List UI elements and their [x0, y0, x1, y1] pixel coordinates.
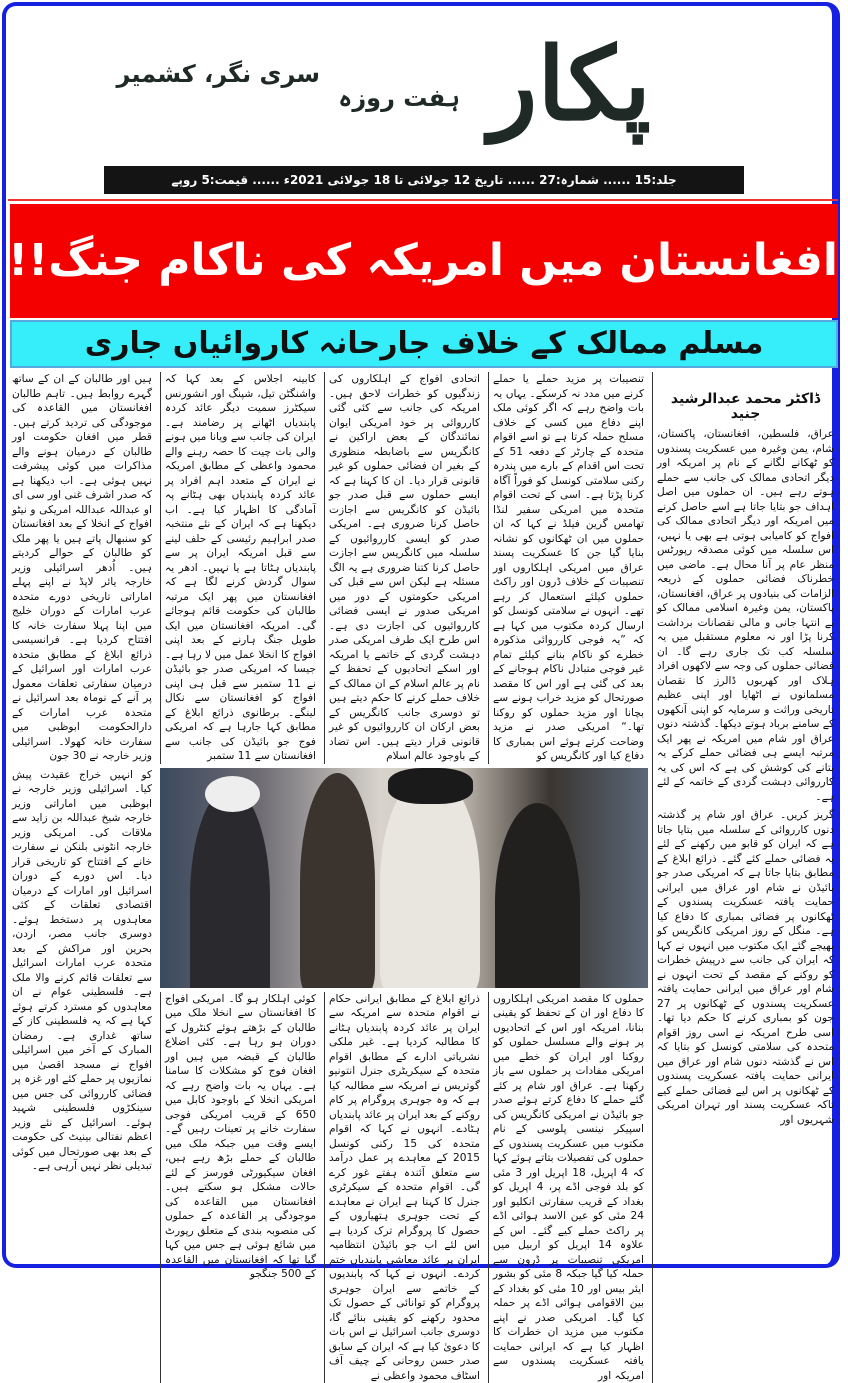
column-text: اتحادی افواج کے اہلکاروں کی زندگیوں کو خطرات لاحق ہیں۔ امریکہ کی جانب سے کئی گئی کارروائی پر خود امریکی ایوان نمائندگان کے بعض اراکین نے کانگریس سے باضابطہ منظوری کے بغیر ان فضائی حملوں کو غیر قانونی قرار دیا۔ ان کا کہنا ہے کہ ایسے حملوں سے قبل صدر جو بائیڈن کو کانگریس سے اجازت حاصل کرنا ضروری ہے۔ امریکی صدر کو ایسی کارروائیوں کے سلسلہ میں کانگریس سے اجازت حاصل کرنا کتنا ضروری ہے یہ الگ مسئلہ ہے لیکن اس سے قبل کی امریکی حکومتوں کے دور میں امریکی صدور نے ایسی فضائی کارروائیوں کی اجازت دی ہے۔ اس طرح ایک طرف امریکی صدر دہشت گردی کے خاتمے یا امریکہ اور اسکے اتحادیوں کے تحفظ کے نام پر عالم اسلام کے ان ممالک کے خلاف حملے کرنے کا حکم دیتے ہیں تو دوسری جانب کانگریس کے بعض ارکان ان کارروائیوں کو غیر قانونی قرار دیتے ہیں۔ اس تضاد کے باوجود عالم اسلام: [329, 372, 480, 764]
column-text: کوئی اہلکار ہو گا۔ امریکی افواج کا افغانستان سے انخلا ملک میں طالبان کے بڑھتے ہوئے کنٹرول کے دوران ہو رہا ہے۔ کئی اضلاع طالبان کے قبضہ میں ہیں اور افغان فوج کو مشکلات کا سامنا ہے۔ یہاں یہ بات واضح رہے کہ امریکی انخلا کے باوجود کابل میں 650 کے قریب امریکی فوجی سفارت خانے پر تعینات رہیں گے۔ ایسے وقت میں جبکہ ملک میں طالبان کے حملے بڑھ رہے ہیں، افغان سیکیورٹی فورسز کے لئے حالات مشکل ہو سکتے ہیں۔ افغانستان میں القاعدہ کی موجودگی پر القاعدہ کے حملوں کی منصوبہ بندی کے متعلق رپورٹ میں شائع ہوئی ہے جس میں کہا گیا تھا کہ افغانستان میں القاعدہ کے 500 جنگجو: [165, 992, 316, 1282]
article-column-4: [160, 372, 320, 764]
masthead-city: سری نگر، کشمیر: [120, 60, 320, 88]
photo-figure: [380, 773, 480, 988]
masthead-logo: پکار: [470, 14, 670, 154]
masthead-weekly-label: ہفت روزہ: [350, 84, 460, 112]
photo-figure: [300, 773, 375, 988]
news-photo-taliban-delegation: [160, 768, 648, 988]
column-text: کو انہیں خراج عقیدت پیش کیا۔ اسرائیلی وزیر خارجہ نے ابوظبی میں اماراتی وزیر خارجہ شیخ عبداللہ بن زاید سے ملاقات کی۔ امریکی وزیر خارجہ انٹونی بلنکن نے سفارت خانے کے افتتاح کو تاریخی قرار دیا۔ اس دورے کے دوران اسرائیل اور امارات کے درمیان اقتصادی تعلقات کے کئی معاہدوں پر دستخط ہوئے۔ دوسری جانب مصر، اردن، بحرین اور مراکش کے بعد متحدہ عرب امارات اسرائیل سے تعلقات قائم کرنے والا ملک ہے۔ فلسطینی عوام نے ان معاہدوں کو مسترد کرتے ہوئے کہا ہے کہ یہ فلسطینی کاز کے ساتھ غداری ہے۔ رمضان المبارک کے آخر میں اسرائیلی افواج نے مسجد اقصیٰ میں نمازیوں پر حملے کئے اور غزہ پر فضائی کارروائی کی جس میں سینکڑوں فلسطینی شہید ہوئے۔ اسرائیل کے نئے وزیر اعظم نفتالی بینیٹ کی حکومت کے بعد بھی صورتحال میں کوئی تبدیلی نظر نہیں آرہی ہے۔: [12, 768, 152, 1174]
issue-info-bar: جلد:15 ...... شمارہ:27 ...... تاریخ 12 جولائی تا 18 جولائی 2021ء ...... قیمت:5 روپے: [104, 166, 744, 194]
article-column-3: [324, 372, 484, 764]
author-byline: ڈاکٹر محمد عبدالرشید جنید: [657, 392, 834, 421]
column-text: حملوں کا مقصد امریکی اہلکاروں کا دفاع اور ان کے تحفظ کو یقینی بنانا، امریکہ اور اس کے اتحادیوں پر ہونے والے مسلسل حملوں کو روکنا اور ایران کو خطے میں امریکی مفادات پر حملوں سے باز رکھنا ہے۔ عراق اور شام پر کئے گئے حملے کا دفاع کرتے ہوئے صدر جو بائیڈن نے امریکی کانگریس کی اسپیکر نینسی پلوسی کے نام مکتوب میں عسکریت پسندوں کے حملوں کی تفصیلات بتاتے ہوئے کہا کہ 4 اپریل، 18 اپریل اور 3 مئی کو بلد فوجی اڈے پر، 4 اپریل کو بغداد کے قریب سفارتی انکلیو اور 24 مئی کو عین الاسد ہوائی اڈے پر راکٹ حملے کیے گئے۔ اس کے علاوہ 14 اپریل کو اربیل میں امریکی تنصیبات پر ڈرون سے حملہ کیا گیا جبکہ 8 مئی کو بشور ایئر بیس اور 10 مئی کو بغداد کے بین الاقوامی ہوائی اڈے پر حملہ کیا گیا۔ امریکی صدر نے اپنے مکتوب میں مزید ان خطرات کا اظہار کیا ہے کہ ایرانی حمایت یافتہ عسکریت پسندوں سے امریکہ اور: [493, 992, 644, 1383]
column-text: عراق، فلسطین، افغانستان، پاکستان، شام، یمن وغیرہ میں عسکریت پسندوں کو ٹھکانے لگانے کے نام پر امریکہ اور دیگر اتحادی ممالک کی جانب سے حملے ہوتے رہے ہیں۔ ان حملوں میں اصل اہداف جو بتایا جاتا ہے اسے حاصل کرنے میں امریکہ اور دیگر اتحادی ممالک کی افواج کو کامیابی ہوتی ہے بھی یا نہیں، اس سلسلہ میں کوئی مصدقہ رپورٹس منظر عام پر آنا محال ہے۔ ماضی میں خطرناک فضائی حملوں کے ذریعہ الزامات کی بنیادوں پر عراق، افغانستان، پاکستان، یمن وغیرہ اسلامی ممالک کو بے انتہا جانی و مالی نقصانات برداشت کرنا پڑا اور نہ معلوم مستقبل میں یہ سلسلہ کب تک جاری رہے گا۔ ان فضائی حملوں کی وجہ سے لاکھوں افراد ہلاک اور کھربوں ڈالرز کا نقصان مسلمانوں نے اٹھایا اور اپنی عظیم تاریخی وراثت و سرمایہ کو اپنی آنکھوں کے سامنے برباد ہوتے دیکھا۔ گذشتہ دنوں عراق اور شام میں امریکہ نے پھر ایک مرتبہ ایسے ہی فضائی حملے کرکے یہ بتانے کی کوشش کی ہے کہ اس کی یہ کارروائی دہشت گردی کے خاتمہ کے لئے ہے۔: [657, 427, 834, 804]
article-column-1: [652, 372, 838, 1383]
photo-figure: [495, 803, 580, 988]
article-column-2-cont: [488, 992, 648, 1383]
column-text: ہیں اور طالبان کے ان کے ساتھ گہرے روابط ہیں۔ تاہم طالبان افغانستان میں القاعدہ کی موجودگی کی تردید کرتے ہیں۔ قطر میں افغان حکومت اور طالبان کے درمیان ہونے والے مذاکرات میں کوئی پیشرفت نہیں ہوئی ہے۔ اب دیکھنا ہے کہ صدر اشرف غنی اور سی ای او عبداللہ عبداللہ امریکی و نیٹو افواج کے انخلا کے بعد افغانستان کو سنبھال پاتے ہیں یا پھر ملک کو طالبان کے حوالے کردیتے ہیں۔ اُدھر اسرائیلی وزیر خارجہ یائر لاپڈ نے اپنے پہلے اماراتی تاریخی دورے متحدہ عرب امارات کے دوران خلیج میں اپنا پہلا سفارت خانہ کا افتتاح کردیا ہے۔ فرانسیسی ذرائع ابلاغ کے مطابق متحدہ عرب امارات اور اسرائیل کے درمیان سفارتی تعلقات معمول پر آنے کے نوماہ بعد اسرائیل نے متحدہ عرب امارات کے دارالحکومت ابوظبی میں سفارت خانہ کھولا۔ اسرائیلی وزیر خارجہ نے 30 جون: [12, 372, 152, 764]
column-text: تنصیبات پر مزید حملے یا حملے کرنے میں مدد نہ کرسکے۔ یہاں یہ بات واضح رہے کہ اگر کوئی ملک اپنے دفاع میں کسی کے خلاف مسلح حملہ کرتا ہے تو اسے اقوام متحدہ کے چارٹر کے دفعہ 51 کے تحت اس اقدام کے بارے میں پندرہ رکنی سلامتی کونسل کو فوراً آگاہ کرنا پڑتا ہے۔ اسی کے تحت اقوام متحدہ میں امریکی سفیر لنڈا تھامس گرین فیلڈ نے کہا کہ ان حملوں میں ان ٹھکانوں کو نشانہ بنایا گیا جن کا عسکریت پسند عراق میں امریکی اہلکاروں اور تنصیبات کے خلاف ڈرون اور راکٹ حملوں کیلئے استعمال کر رہے تھے۔ انہوں نے سلامتی کونسل کو ارسال کردہ مکتوب میں کہا ہے کہ ”یہ فوجی کارروائی مذکورہ خطرے کو ناکام بنانے کیلئے تمام غیر فوجی متبادل ناکام ہوجانے کے بعد کی گئی ہے اور اس کا مقصد صورتحال کو مزید خراب ہونے سے بچانا اور مزید حملوں کو روکنا تھا۔“ امریکی صدر نے مزید وضاحت کرتے ہوئے اس بمباری کا دفاع کیا اور کانگریس کو: [493, 372, 644, 764]
column-text: کابینہ اجلاس کے بعد کہا کہ واشنگٹن تیل، شپنگ اور انشورنس سیکٹرز سمیت دیگر عائد کردہ پابندیاں اٹھانے پر رضامند ہے۔ ایران کی جانب سے ویانا میں ہونے والی بات چیت کا حصہ رہنے والے محمود واعظی کے مطابق امریکہ نے ایران کے متعدد اہم افراد پر عائد کردہ پابندیاں بھی ہٹانے پہ آمادگی کا اظہار کیا ہے۔ اب دیکھنا ہے کہ ایران کے نئے منتخبہ صدر ابراہیم رئیسی کے حلف لینے سے قبل امریکہ ایران پر سے پابندیاں ہٹاتا ہے یا نہیں۔ ادھر یہ سوال گردش کرنے لگا ہے کہ افغانستان میں پھر ایک مرتبہ طالبان کی حکومت قائم ہوجائے گی۔ امریکہ افغانستان میں ایک طویل جنگ ہارنے کے بعد اپنی افواج کا انخلا عمل میں لا رہا ہے۔ جیسا کہ امریکی صدر جو بائیڈن نے 11 ستمبر سے قبل ہی اپنی افواج کو افغانستان سے نکال لینگے۔ برطانوی ذرائع ابلاغ کے مطابق کہا جارہا ہے کہ امریکی فوج جو بائیڈن کی جانب سے افغانستان سے 11 ستمبر: [165, 372, 316, 764]
article-column-3-cont: [324, 992, 484, 1383]
photo-figure: [190, 788, 270, 988]
photo-turban: [205, 776, 260, 812]
column-text: گریز کریں۔ عراق اور شام پر گذشتہ دنوں کارروائی کے سلسلہ میں بتایا جاتا ہے کہ ایران کو قابو میں رکھنے کے لئے یہ فضائی حملے کئے گئے۔ ذرائع ابلاغ کے مطابق بتایا جاتا ہے کہ امریکی صدر جو بائیڈن نے شام اور عراق میں ایرانی حمایت یافتہ عسکریت پسندوں کے ٹھکانوں پر فضائی بمباری کا دفاع کیا ہے۔ منگل کے روز امریکی کانگریس کو بھیجے گئے ایک مکتوب میں انہوں نے کہا کہ ایران کی جانب سے درپیش خطرات کو روکنے کے مقصد کے تحت انہوں نے شام اور عراق میں ایرانی حمایت یافتہ عسکریت پسندوں کے ٹھکانوں پر 27 جون کو بمباری کرنے کا حکم دیا تھا۔ اسی طرح امریکہ نے اسی روز اقوام متحدہ کی سلامتی کونسل کو بتایا کہ اس نے گذشتہ دنوں شام اور عراق میں ایرانی حمایت یافتہ عسکریت پسندوں کے ٹھکانوں پر اس لیے فضائی حملے کیے تاکہ عسکریت پسند اور تہران امریکی شہریوں اور: [657, 808, 834, 1127]
article-column-4-cont: [160, 992, 320, 1383]
column-text: ذرائع ابلاغ کے مطابق ایرانی حکام نے اقوام متحدہ سے امریکہ سے ایران پر عائد کردہ پابندیاں ہٹانے کا مطالبہ کردیا ہے۔ غیر ملکی نشریاتی ادارے کے مطابق اقوام متحدہ کے سیکریٹری جنرل انتونیو گوتریس نے امریکہ سے مطالبہ کیا ہے کہ وہ جوہری پروگرام پر کام روکنے کے بعد ایران پر عائد پابندیاں ہٹادے۔ انہوں نے کہا کہ اقوام متحدہ کی 15 رکنی کونسل 2015 کے معاہدے پر عمل درآمد سے متعلق آئندہ ہفتے غور کرے گی۔ اقوام متحدہ کے سیکرٹری جنرل کا کہنا ہے ایران نے معاہدے کے تحت جوہری ہتھیاروں کے حصول کا پروگرام ترک کردیا ہے اس لئے اب جو بائیڈن انتظامیہ ایران پر عائد معاشی پابندیاں ختم کردے۔ انہوں نے کہا کہ پابندیوں کے خاتمے سے ایران جوہری پروگرام کو توانائی کے حصول تک محدود رکھنے کو یقینی بنائے گا، دوسری جانب اسرائیل نے اس بات کا دعویٰ کیا ہے کہ ایران کے سابق صدر حسن روحانی کے چیف آف اسٹاف محمود واعظی نے: [329, 992, 480, 1383]
article-column-5: [8, 372, 156, 764]
divider: [8, 199, 838, 201]
article-column-5-cont: [8, 768, 156, 1383]
article-column-2: [488, 372, 648, 764]
sub-headline: مسلم ممالک کے خلاف جارحانہ کاروائیاں جاری: [10, 320, 838, 368]
photo-turban: [388, 768, 473, 804]
main-headline: افغانستان میں امریکہ کی ناکام جنگ!!: [10, 204, 838, 318]
article-body: [8, 372, 838, 1383]
